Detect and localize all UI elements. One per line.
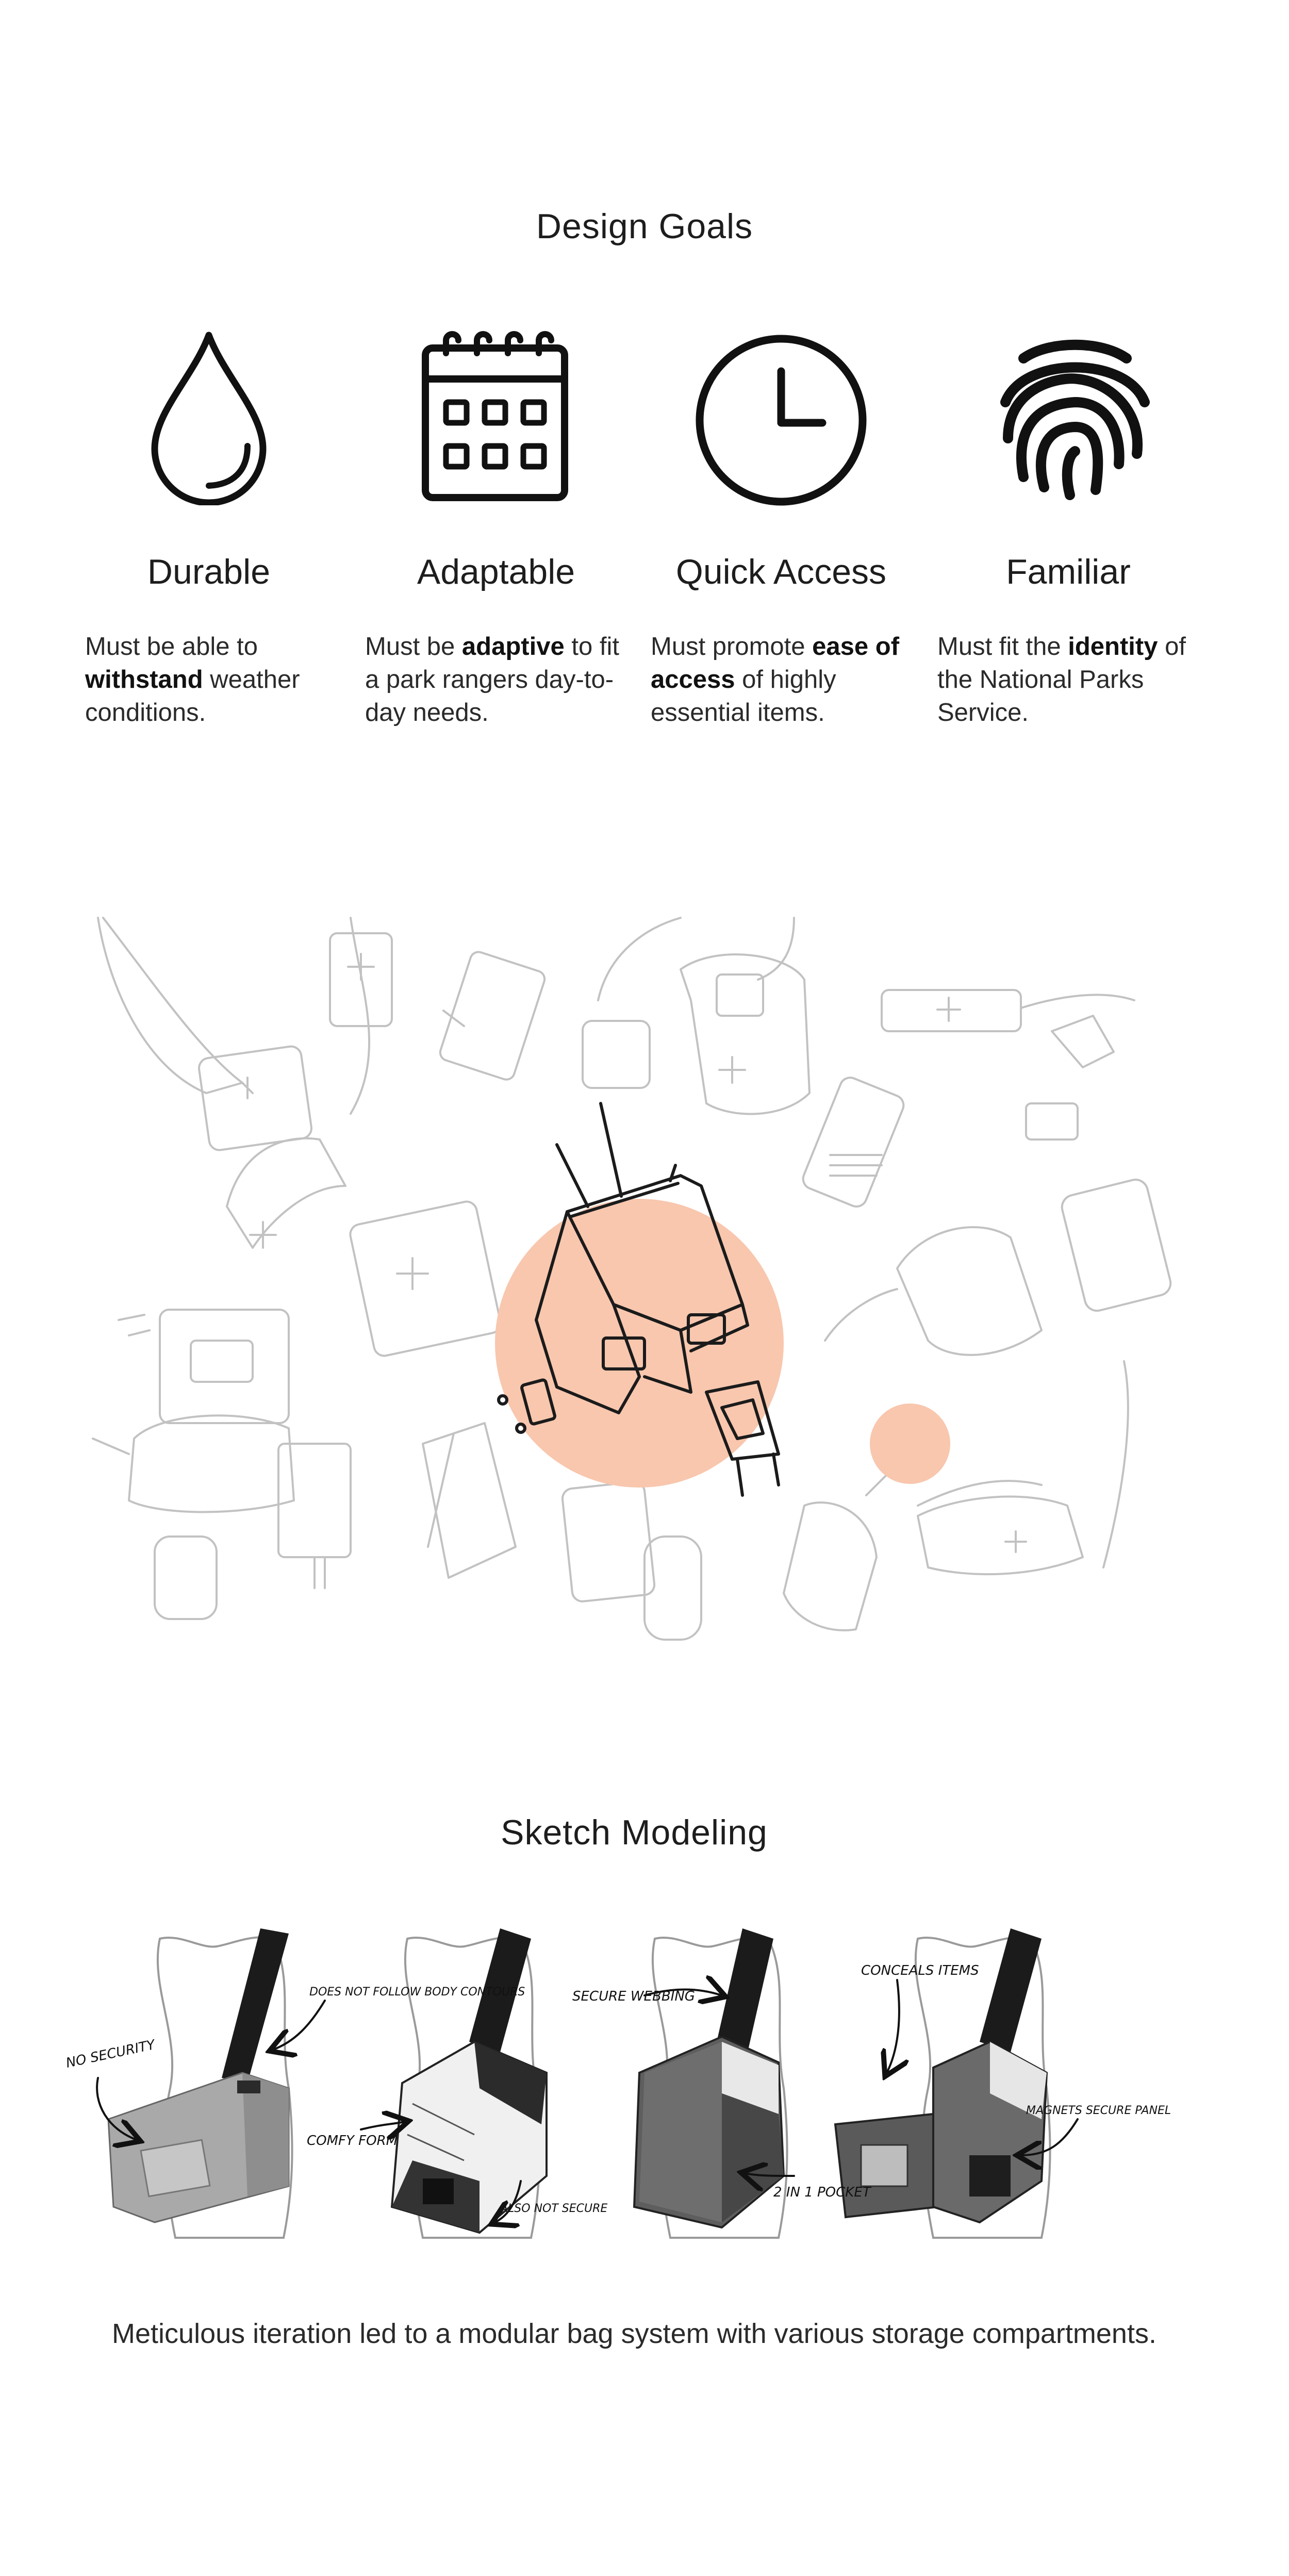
design-goals-heading: Design Goals <box>536 207 753 246</box>
desc-text: Must promote <box>651 633 813 660</box>
goal-title-quick-access: Quick Access <box>675 552 887 591</box>
emphasis-text: ease of access <box>651 633 900 693</box>
desc-text: of the National Parks Service. <box>937 633 1186 726</box>
sketch-model-1 <box>108 1928 292 2238</box>
desc-text: weather conditions. <box>85 666 300 726</box>
note-magnets: MAGNETS SECURE PANEL <box>1026 2104 1171 2117</box>
accent-circle-small <box>870 1403 950 1484</box>
sketch-modeling-heading: Sketch Modeling <box>501 1813 768 1852</box>
sketch-model-2 <box>392 1928 547 2238</box>
calendar-icon <box>418 330 572 505</box>
fingerprint-icon <box>993 335 1158 505</box>
goal-desc-quick-access <box>651 630 919 729</box>
note-also-not-secure: ALSO NOT SECURE <box>500 2202 608 2215</box>
note-secure-webbing: SECURE WEBBING <box>572 1989 695 2004</box>
accent-circle-large <box>495 1199 784 1488</box>
sketch-modeling-caption: Meticulous iteration led to a modular bag system with various storage compartments. <box>112 2318 1156 2349</box>
bag-sketch-collage <box>72 897 1217 1702</box>
note-conceals-items: CONCEALS ITEMS <box>861 1963 979 1978</box>
goal-desc-durable <box>85 630 353 729</box>
desc-text: Must be able to <box>85 633 258 660</box>
goal-title-durable: Durable <box>147 552 271 591</box>
clock-icon <box>693 333 869 508</box>
water-drop-icon <box>144 325 273 505</box>
desc-text: of highly essential items. <box>651 666 836 726</box>
goal-title-adaptable: Adaptable <box>417 552 575 591</box>
desc-text: Must fit the <box>937 633 1068 660</box>
emphasis-text: adaptive <box>461 633 565 660</box>
goal-title-familiar: Familiar <box>1006 552 1131 591</box>
sketch-models-row <box>52 1918 1237 2269</box>
goal-desc-adaptable <box>365 630 638 729</box>
desc-text: Must be <box>365 633 462 660</box>
emphasis-text: identity <box>1068 633 1158 660</box>
note-comfy-form: COMFY FORM <box>307 2133 398 2149</box>
note-does-not-follow: DOES NOT FOLLOW BODY CONTOURS <box>309 1986 525 1999</box>
goal-desc-familiar <box>937 630 1226 729</box>
emphasis-text: withstand <box>85 666 203 693</box>
note-two-in-one: 2 IN 1 POCKET <box>773 2185 871 2200</box>
note-no-security: NO SECURITY <box>64 2037 157 2071</box>
desc-text: to fit a park rangers day-to-day needs. <box>365 633 619 726</box>
sketch-model-3 <box>634 1928 787 2238</box>
